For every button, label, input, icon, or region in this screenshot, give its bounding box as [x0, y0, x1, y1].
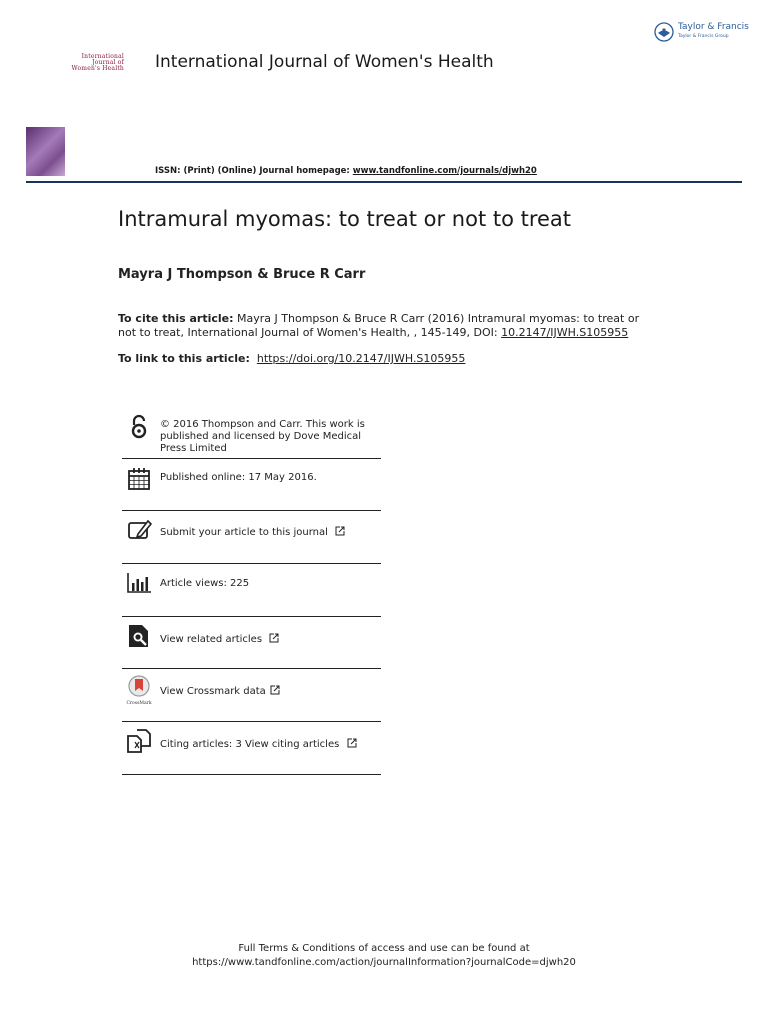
external-link-icon — [270, 685, 280, 695]
journal-title: International Journal of Women's Health — [155, 52, 494, 72]
citation-block — [118, 312, 648, 340]
journal-homepage-link[interactable]: www.tandfonline.com/journals/djwh20 — [352, 166, 537, 176]
citing-articles-icon — [126, 728, 152, 754]
citing-label: Citing articles: 3 View citing articles — [160, 739, 340, 750]
cite-label: To cite this article: — [118, 312, 234, 325]
bar-chart-icon — [126, 570, 152, 596]
footer-url[interactable]: https://www.tandfonline.com/action/journalInformation?journalCode=djwh20 — [192, 957, 576, 968]
crossmark-icon — [124, 674, 154, 706]
article-info-list — [122, 412, 381, 775]
related-label: View related articles — [160, 634, 263, 645]
edit-icon — [126, 518, 152, 544]
link-label: To link to this article: — [118, 352, 250, 365]
publisher-group: Taylor & Francis Group — [678, 34, 729, 39]
crossmark-row[interactable] — [122, 669, 381, 722]
external-link-icon — [269, 633, 279, 643]
open-access-icon — [126, 414, 152, 440]
search-document-icon — [126, 623, 152, 649]
journal-logo — [54, 54, 124, 72]
related-row[interactable] — [122, 617, 381, 669]
crossmark-label: CrossMark — [126, 701, 152, 706]
article-views: Article views: 225 — [160, 578, 250, 589]
submit-label: Submit your article to this journal — [160, 527, 328, 538]
license-text: © 2016 Thompson and Carr. This work is published and licensed by Dove Medical Press Limited — [160, 419, 365, 454]
external-link-icon — [347, 738, 357, 748]
article-url-link[interactable]: https://doi.org/10.2147/IJWH.S105955 — [256, 352, 466, 365]
header-divider — [26, 181, 742, 183]
journal-logo-line: International — [81, 53, 124, 60]
license-row — [122, 412, 381, 459]
journal-cover-thumbnail — [26, 127, 65, 176]
article-authors: Mayra J Thompson & Bruce R Carr — [118, 267, 366, 282]
publisher-name: Taylor & Francis — [678, 22, 749, 32]
footer-terms — [0, 942, 768, 970]
crossmark-link[interactable] — [160, 685, 280, 698]
related-articles-link[interactable] — [160, 633, 279, 646]
journal-logo-line: Journal of — [92, 59, 124, 66]
publisher-logo-icon — [654, 22, 674, 42]
article-link-line — [118, 352, 465, 365]
doi-link[interactable]: 10.2147/IJWH.S105955 — [501, 326, 629, 339]
footer-line: Full Terms & Conditions of access and use can be found at — [238, 943, 530, 954]
journal-logo-line: Women's Health — [71, 65, 124, 72]
views-row — [122, 564, 381, 617]
published-date: Published online: 17 May 2016. — [160, 472, 317, 483]
submit-row[interactable] — [122, 511, 381, 564]
issn-text: ISSN: (Print) (Online) Journal homepage: — [155, 166, 350, 176]
citing-row[interactable] — [122, 722, 381, 775]
issn-line — [155, 166, 537, 176]
publisher-logo[interactable] — [654, 22, 749, 42]
external-link-icon — [335, 526, 345, 536]
crossmark-text: View Crossmark data — [160, 686, 266, 697]
citing-articles-link[interactable] — [160, 738, 357, 751]
submit-link[interactable] — [160, 526, 345, 539]
calendar-icon — [126, 466, 152, 492]
cite-text: Mayra J Thompson & Bruce R Carr (2016) Intramural myomas: to treat or not to treat, International Journal of Women's Health, , 145-149, DOI: — [118, 312, 640, 339]
article-title: Intramural myomas: to treat or not to treat — [118, 207, 572, 231]
published-row — [122, 459, 381, 511]
